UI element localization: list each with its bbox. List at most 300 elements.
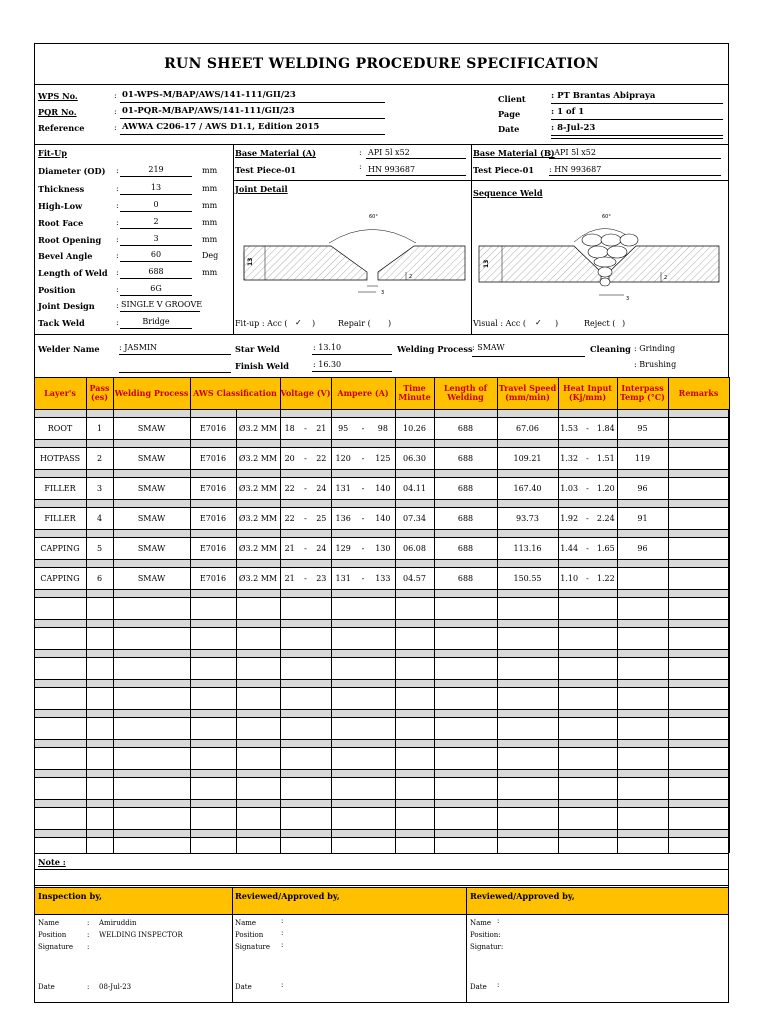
fitup-row-value: 13 (150, 183, 162, 192)
sig1-position-label: Position (38, 931, 67, 939)
table-cell-dash: - (586, 544, 589, 553)
tack-weld-colon: : (116, 318, 119, 327)
col-rule (434, 377, 435, 853)
row-spacer (35, 589, 728, 597)
table-cell: FILLER (44, 484, 76, 493)
table-cell: 25 (316, 514, 327, 523)
col-rule (558, 377, 559, 853)
fitup-row-unit: Deg (202, 251, 219, 260)
column-header: Interpass Temp (°C) (620, 383, 665, 402)
table-cell: 140 (375, 514, 391, 523)
col-rule (395, 377, 396, 853)
angle-label: 60° (369, 214, 378, 220)
pqr-value: 01-PQR-M/BAP/AWS/141-111/GII/23 (122, 106, 295, 116)
sig1-date-value: 08-Jul-23 (99, 983, 132, 991)
divider (34, 334, 729, 335)
seq-root-gap-label: 3 (626, 296, 630, 302)
page-label: Page (498, 109, 521, 119)
table-cell-dash: - (304, 544, 307, 553)
table-cell: HOTPASS (39, 454, 81, 463)
star-weld-label: Star Weld (235, 344, 280, 354)
table-cell: Ø3.2 MM (238, 484, 278, 493)
table-cell: E7016 (199, 424, 227, 433)
fitup-row-colon: : (116, 235, 119, 244)
row-rule (34, 687, 729, 688)
divider (34, 914, 729, 915)
joint-design-value: SINGLE V GROOVE (121, 300, 203, 309)
reject-text: Reject ( (584, 319, 616, 328)
table-cell-dash: - (586, 574, 589, 583)
table-cell: 22 (284, 484, 295, 493)
table-cell: 07.34 (403, 514, 426, 523)
seq-root-face-label: 2 (664, 275, 668, 281)
column-header: AWS Classification (193, 387, 277, 398)
fitup-row-label: Thickness (38, 184, 85, 194)
fitup-row-label: Length of Weld (38, 268, 108, 278)
row-rule (34, 777, 729, 778)
table-cell: SMAW (137, 484, 166, 493)
table-cell: 133 (375, 574, 391, 583)
table-cell-dash: - (361, 424, 365, 433)
table-cell: Ø3.2 MM (238, 514, 278, 523)
table-cell-dash: - (304, 484, 307, 493)
fitup-row-colon: : (116, 251, 119, 260)
table-cell: 3 (96, 484, 103, 493)
table-cell: 1.10 (560, 574, 579, 583)
rule (312, 354, 392, 355)
rule (549, 175, 721, 176)
table-cell-dash: - (586, 424, 589, 433)
welding-process-value: : SMAW (472, 343, 505, 352)
table-cell: 119 (634, 454, 651, 463)
rule (120, 328, 192, 329)
table-cell: 5 (96, 544, 103, 553)
divider (233, 180, 471, 181)
table-cell-dash: - (304, 514, 307, 523)
table-cell: 167.40 (513, 484, 542, 493)
sig2-name-colon: : (281, 917, 284, 925)
row-rule (34, 507, 729, 508)
row-spacer (35, 499, 728, 507)
fitup-row-colon: : (116, 166, 119, 175)
joint-design-colon: : (116, 301, 119, 310)
sig3-date-colon: : (497, 981, 500, 989)
row-rule (34, 657, 729, 658)
sig3-date-label: Date (470, 983, 487, 991)
row-rule (34, 649, 729, 650)
table-cell: 6 (96, 574, 103, 583)
rule (120, 118, 385, 119)
table-cell: 4 (96, 514, 103, 523)
table-cell-dash: - (304, 424, 307, 433)
sig1-date-label: Date (38, 983, 55, 991)
table-cell: 688 (457, 454, 474, 463)
rule (549, 158, 721, 159)
row-spacer (35, 829, 728, 837)
rule (120, 295, 192, 296)
fitup-row-value: 60 (150, 250, 162, 259)
welder-name-label: Welder Name (38, 344, 100, 354)
sig2-date-label: Date (235, 983, 252, 991)
sig1-signature-colon: : (87, 943, 90, 951)
welder-name-value: : JASMIN (119, 343, 158, 352)
row-spacer (35, 679, 728, 687)
row-rule (34, 747, 729, 748)
base-a-heading: Base Material (A) (235, 148, 317, 158)
sig3-name-label: Name (470, 919, 492, 927)
table-cell: Ø3.2 MM (238, 454, 278, 463)
table-cell: 150.55 (513, 574, 542, 583)
fitup-row-colon: : (116, 218, 119, 227)
row-rule (34, 417, 729, 418)
row-rule (34, 377, 729, 378)
table-cell: 688 (457, 484, 474, 493)
date-label: Date (498, 124, 520, 134)
fitup-row-unit: mm (202, 235, 218, 244)
row-rule (34, 769, 729, 770)
table-cell: 20 (284, 454, 295, 463)
table-cell: 06.30 (403, 454, 426, 463)
cleaning-brushing: : Brushing (634, 360, 677, 369)
row-rule (34, 627, 729, 628)
table-cell: 18 (284, 424, 295, 433)
row-spacer (35, 799, 728, 807)
table-cell: SMAW (137, 574, 166, 583)
fitup-row-label: Bevel Angle (38, 251, 93, 261)
finish-weld-label: Finish Weld (235, 361, 289, 371)
row-rule (34, 709, 729, 710)
root-face-label: 2 (409, 274, 413, 280)
row-spacer (35, 529, 728, 537)
joint-detail-heading: Joint Detail (235, 184, 288, 194)
table-cell-dash: - (361, 544, 365, 553)
visual-acc-text: Visual : Acc ( (473, 319, 526, 328)
sig1-name-colon: : (87, 919, 90, 927)
seq-angle-label: 60° (602, 214, 611, 220)
column-header: Voltage (V) (280, 387, 331, 398)
fitup-row-unit: mm (202, 268, 218, 277)
table-cell: SMAW (137, 454, 166, 463)
table-cell: 95 (338, 424, 349, 433)
row-rule (34, 499, 729, 500)
column-header: Ampere (A) (337, 387, 389, 398)
sig1-date-colon: : (87, 983, 90, 991)
pqr-colon: : (114, 107, 117, 116)
inspection-by-heading: Inspection by, (38, 891, 103, 901)
row-spacer (35, 559, 728, 567)
fitup-heading: Fit-Up (38, 148, 67, 158)
table-cell: 1.53 (560, 424, 579, 433)
table-cell: 21 (284, 574, 295, 583)
rule (120, 102, 385, 103)
sequence-weld-diagram (474, 200, 724, 308)
row-spacer (35, 439, 728, 447)
client-value: : PT Brantas Abipraya (551, 91, 656, 101)
table-cell: ROOT (47, 424, 73, 433)
table-cell-dash: - (361, 484, 365, 493)
col-rule (113, 377, 114, 853)
row-rule (34, 567, 729, 568)
table-cell: 140 (375, 484, 391, 493)
fitup-row-label: Root Face (38, 218, 84, 228)
table-cell: E7016 (199, 514, 227, 523)
row-rule (34, 597, 729, 598)
table-cell: 688 (457, 514, 474, 523)
sequence-weld-heading: Sequence Weld (473, 188, 543, 198)
fitup-row-value: 2 (153, 217, 159, 226)
table-cell: 688 (457, 424, 474, 433)
row-rule (34, 807, 729, 808)
rule (366, 175, 466, 176)
table-cell: 95 (637, 424, 648, 433)
row-rule (34, 409, 729, 410)
sig2-position-label: Position (235, 931, 264, 939)
rule (120, 311, 200, 312)
divider (466, 887, 467, 1003)
row-rule (34, 589, 729, 590)
rule (120, 261, 192, 262)
table-cell: E7016 (199, 544, 227, 553)
base-a-test-label: Test Piece-01 (235, 165, 297, 175)
table-cell: 04.57 (403, 574, 426, 583)
fitup-row-label: Diameter (OD) (38, 166, 106, 176)
row-rule (34, 799, 729, 800)
visual-check: ✓ (535, 318, 542, 327)
table-cell: 1.65 (596, 544, 615, 553)
visual-acc-close: ) (555, 319, 559, 328)
rule (119, 354, 231, 355)
row-rule (34, 679, 729, 680)
table-cell-dash: - (361, 454, 365, 463)
table-cell: 93.73 (516, 514, 539, 523)
column-header: Remarks (678, 387, 719, 398)
rule (120, 176, 192, 177)
base-a-test-value: HN 993687 (368, 165, 416, 174)
sig3-name-colon: : (497, 917, 500, 925)
fitup-row-unit: mm (202, 166, 218, 175)
divider (233, 144, 234, 334)
note-label: Note : (38, 857, 66, 867)
table-cell: 96 (637, 484, 648, 493)
column-header: Layer's (44, 387, 76, 398)
rule (472, 356, 585, 357)
table-cell: 04.11 (403, 484, 426, 493)
table-cell: Ø3.2 MM (238, 424, 278, 433)
table-cell: 1.22 (596, 574, 615, 583)
table-cell: SMAW (137, 424, 166, 433)
fitup-row-label: Root Opening (38, 235, 102, 245)
fitup-row-label: High-Low (38, 201, 83, 211)
table-cell-dash: - (361, 514, 365, 523)
wps-label: WPS No. (38, 91, 78, 101)
row-spacer (35, 649, 728, 657)
fitup-row-value: 0 (153, 200, 159, 209)
rule (551, 135, 723, 136)
table-cell: 98 (377, 424, 388, 433)
joint-detail-diagram (236, 196, 468, 306)
table-cell: 109.21 (513, 454, 542, 463)
table-cell: 688 (457, 574, 474, 583)
table-cell: E7016 (199, 454, 227, 463)
divider (232, 887, 233, 1003)
reviewed-by-heading-1: Reviewed/Approved by, (235, 891, 340, 901)
table-cell: 131 (335, 574, 351, 583)
row-spacer (35, 409, 728, 417)
rule (120, 228, 192, 229)
repair-text: Repair ( (338, 319, 371, 328)
reviewed-by-heading-2: Reviewed/Approved by, (470, 891, 575, 901)
col-rule (236, 409, 237, 853)
table-cell: 21 (284, 544, 295, 553)
row-rule (34, 619, 729, 620)
reference-colon: : (114, 123, 117, 132)
fitup-row-unit: mm (202, 218, 218, 227)
sig3-position-label: Position: (470, 931, 501, 939)
row-rule (34, 739, 729, 740)
row-rule (34, 853, 729, 854)
fitup-acc-close: ) (312, 319, 316, 328)
rule (551, 103, 723, 104)
row-rule (34, 885, 729, 886)
col-rule (331, 377, 332, 853)
rule (120, 245, 192, 246)
root-gap-label: 3 (381, 290, 385, 296)
tack-weld-label: Tack Weld (38, 318, 85, 328)
pqr-label: PQR No. (38, 107, 77, 117)
fitup-row-value: 219 (148, 165, 164, 174)
table-cell: 113.16 (513, 544, 542, 553)
finish-weld-value: : 16.30 (313, 360, 342, 369)
wps-colon: : (114, 91, 117, 100)
tack-weld-value: Bridge (142, 317, 170, 326)
col-rule (497, 377, 498, 853)
table-cell: 1.20 (596, 484, 615, 493)
base-a-colon: : (359, 148, 362, 157)
base-b-test-label: Test Piece-01 (473, 165, 535, 175)
fitup-acc-text: Fit-up : Acc ( (235, 319, 288, 328)
row-rule (34, 447, 729, 448)
col-rule (280, 377, 281, 853)
row-rule (34, 537, 729, 538)
table-cell-dash: - (586, 484, 589, 493)
rule (120, 194, 192, 195)
table-cell: 1.84 (596, 424, 615, 433)
table-cell: 1 (96, 424, 103, 433)
column-header: Welding Process (114, 387, 189, 398)
table-cell: SMAW (137, 544, 166, 553)
divider (34, 887, 729, 888)
fitup-row-unit: mm (202, 201, 218, 210)
column-header: Heat Input (Kj/mm) (563, 383, 612, 402)
signoff-header-bar (35, 887, 728, 914)
table-cell: Ø3.2 MM (238, 544, 278, 553)
table-cell: FILLER (44, 514, 76, 523)
sig3-signature-label: Signatur: (470, 943, 504, 951)
table-cell: 22 (284, 514, 295, 523)
table-cell: CAPPING (40, 544, 80, 553)
table-cell: 130 (375, 544, 391, 553)
table-cell: 24 (316, 544, 327, 553)
table-cell: CAPPING (40, 574, 80, 583)
sig1-name-label: Name (38, 919, 60, 927)
row-rule (34, 829, 729, 830)
row-rule (34, 717, 729, 718)
thickness-label: 13 (247, 257, 254, 266)
divider (471, 144, 472, 334)
table-cell: 2.24 (596, 514, 615, 523)
table-cell: 2 (96, 454, 103, 463)
base-b-value: : API 5l x52 (549, 148, 596, 157)
seq-thickness-label: 13 (483, 259, 490, 268)
table-cell: 91 (637, 514, 648, 523)
rule (120, 278, 192, 279)
base-a-test-colon: : (359, 162, 362, 171)
column-header: Time Minute (398, 383, 431, 402)
row-spacer (35, 469, 728, 477)
table-cell: 10.26 (403, 424, 426, 433)
table-cell: 131 (335, 484, 351, 493)
row-rule (34, 869, 729, 870)
welding-process-label: Welding Process (397, 344, 473, 354)
rule (312, 371, 392, 372)
col-rule (729, 377, 730, 853)
table-cell: 688 (457, 544, 474, 553)
row-rule (34, 477, 729, 478)
fitup-row-value: 3 (153, 234, 159, 243)
fitup-row-value: 688 (148, 267, 164, 276)
table-cell: 120 (335, 454, 351, 463)
table-cell: E7016 (199, 484, 227, 493)
fitup-row-colon: : (116, 268, 119, 277)
table-cell: 67.06 (516, 424, 539, 433)
client-label: Client (498, 94, 526, 104)
column-header: Length of Welding (443, 383, 488, 402)
rule (366, 158, 466, 159)
cleaning-grinding: : Grinding (634, 344, 676, 353)
table-cell: 1.32 (560, 454, 579, 463)
table-cell: Ø3.2 MM (238, 574, 278, 583)
sig2-name-label: Name (235, 919, 257, 927)
base-b-heading: Base Material (B) (473, 148, 555, 158)
reject-close: ) (622, 319, 626, 328)
col-rule (617, 377, 618, 853)
fitup-row-colon: : (116, 201, 119, 210)
rule (551, 119, 723, 120)
table-cell: 1.92 (560, 514, 579, 523)
sig2-signature-colon: : (281, 941, 284, 949)
table-cell: 24 (316, 484, 327, 493)
base-b-test-value: : HN 993687 (549, 165, 602, 174)
table-cell: SMAW (137, 514, 166, 523)
row-spacer (35, 709, 728, 717)
table-cell-dash: - (586, 514, 589, 523)
page-value: : 1 of 1 (551, 107, 585, 117)
table-cell: E7016 (199, 574, 227, 583)
reference-label: Reference (38, 123, 85, 133)
fitup-row-colon: : (116, 285, 119, 294)
col-rule (190, 377, 191, 853)
fitup-check: ✓ (295, 318, 302, 327)
date-value: : 8-Jul-23 (551, 123, 596, 133)
fitup-row-label: Position (38, 285, 76, 295)
table-cell: 1.51 (596, 454, 615, 463)
page-title: RUN SHEET WELDING PROCEDURE SPECIFICATION (34, 43, 729, 85)
rule (120, 211, 192, 212)
divider (471, 180, 729, 181)
sig1-name-value: Amiruddin (99, 919, 137, 927)
row-rule (34, 469, 729, 470)
row-rule (34, 559, 729, 560)
